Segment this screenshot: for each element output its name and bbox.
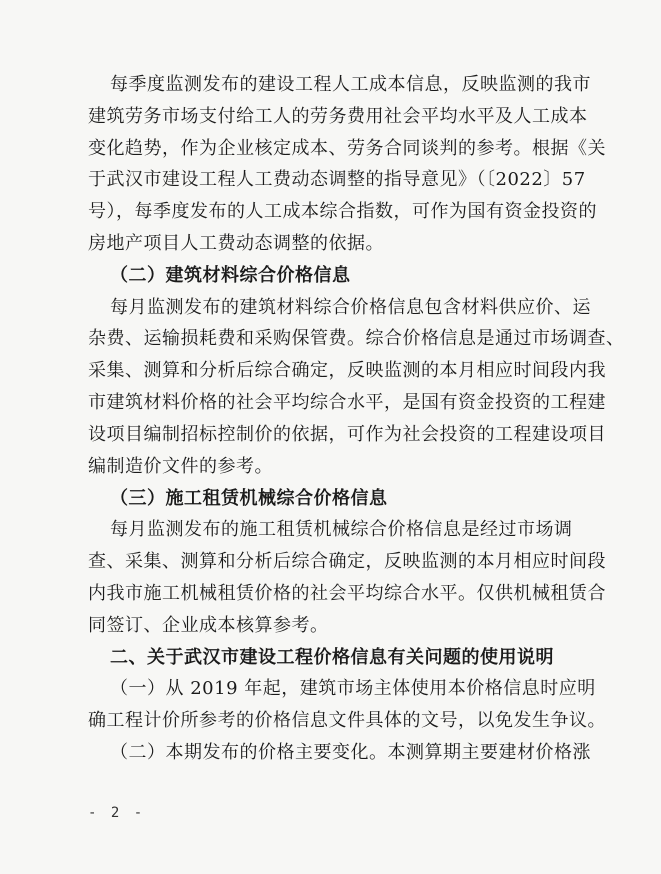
text-line: 编制造价文件的参考。 xyxy=(88,455,273,477)
text-line: 设项目编制招标控制价的依据，可作为社会投资的工程建设项目 xyxy=(88,423,606,445)
text-line: 每季度监测发布的建设工程人工成本信息，反映监测的我市 xyxy=(110,74,591,95)
section-heading-usage: 二、关于武汉市建设工程价格信息有关问题的使用说明 xyxy=(110,646,554,668)
text-line: 查、采集、测算和分析后综合确定，反映监测的本月相应时间段 xyxy=(88,551,606,573)
section-heading-machinery: （三）施工租赁机械综合价格信息 xyxy=(110,487,388,509)
text-line: 同签订、企业成本核算参考。 xyxy=(88,614,329,636)
text-line: 号），每季度发布的人工成本综合指数，可作为国有资金投资的 xyxy=(88,201,597,223)
text-line: （一）从 2019 年起，建筑市场主体使用本价格信息时应明 xyxy=(110,678,596,700)
text-line: 确工程计价所参考的价格信息文件具体的文号，以免发生争议。 xyxy=(88,710,606,732)
text-line: 每月监测发布的建筑材料综合价格信息包含材料供应价、运 xyxy=(110,296,591,318)
text-line: 市建筑材料价格的社会平均综合水平，是国有资金投资的工程建 xyxy=(88,392,606,414)
text-line: 每月监测发布的施工租赁机械综合价格信息是经过市场调 xyxy=(110,519,573,541)
text-line: 内我市施工机械租赁价格的社会平均综合水平。仅供机械租赁合 xyxy=(88,582,606,604)
text-line: （二）本期发布的价格主要变化。本测算期主要建材价格涨 xyxy=(110,742,591,763)
text-line: 杂费、运输损耗费和采购保管费。综合价格信息是通过市场调查、 xyxy=(88,328,625,350)
text-line: 变化趋势，作为企业核定成本、劳务合同谈判的参考。根据《关 xyxy=(88,137,606,159)
page-number: - 2 - xyxy=(88,805,146,821)
text-line: 采集、测算和分析后综合确定，反映监测的本月相应时间段内我 xyxy=(88,360,606,382)
text-line: 于武汉市建设工程人工费动态调整的指导意见》（〔2022〕57 xyxy=(88,169,586,191)
text-line: 房地产项目人工费动态调整的依据。 xyxy=(88,233,384,255)
text-line: 建筑劳务市场支付给工人的劳务费用社会平均水平及人工成本 xyxy=(88,105,588,127)
section-heading-materials: （二）建筑材料综合价格信息 xyxy=(110,264,351,286)
